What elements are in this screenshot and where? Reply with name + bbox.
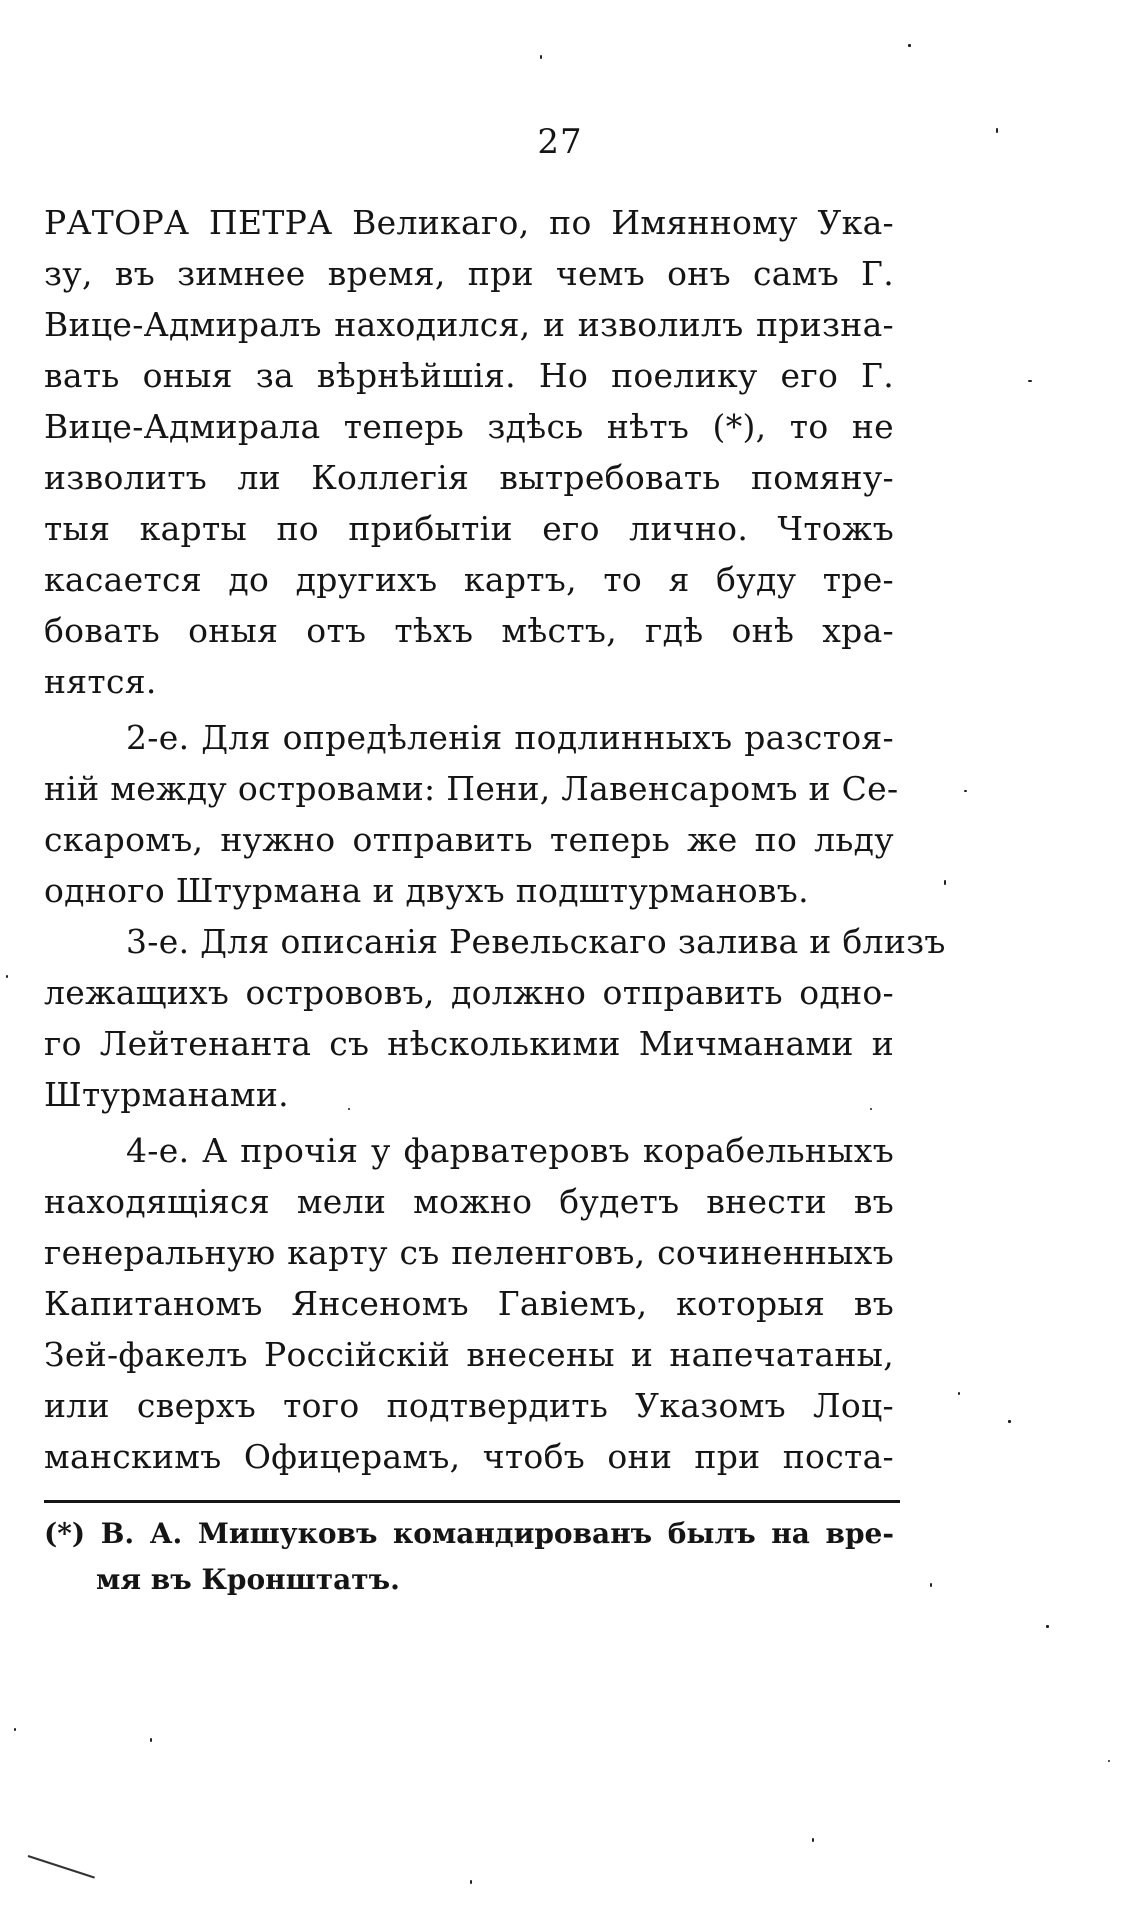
text-line: одного Штурмана и двухъ подштурмановъ. <box>44 871 809 910</box>
scan-speck <box>908 44 911 47</box>
text-line: Вице-Адмирала теперь здѣсь нѣтъ (*), то не <box>44 407 894 446</box>
paragraph-start-line: 2-е. Для опредѣленія подлинныхъ разстоя- <box>126 718 894 757</box>
text-line: генеральную карту съ пеленговъ, сочиненныхъ <box>44 1233 894 1272</box>
text-line: или сверхъ того подтвердить Указомъ Лоц- <box>44 1386 894 1425</box>
scan-speck <box>470 1880 472 1884</box>
scan-speck <box>6 975 8 978</box>
text-line: бовать оныя отъ тѣхъ мѣстъ, гдѣ онѣ хра- <box>44 611 894 650</box>
text-line: ній между островами: Пени, Лавенсаромъ и Се- <box>44 769 899 808</box>
text-line: Штурманами. <box>44 1075 289 1114</box>
text-line: лежащихъ острововъ, должно отправить одно- <box>44 973 894 1012</box>
paragraph-start-line: 3-е. Для описанія Ревельскаго залива и близъ <box>126 922 946 961</box>
text-line: го Лейтенанта съ нѣсколькими Мичманами и <box>44 1024 894 1063</box>
scan-speck <box>14 1728 16 1731</box>
text-line: Зей-факелъ Россійскій внесены и напечатаны, <box>44 1335 894 1374</box>
footnote-line: мя въ Кронштатъ. <box>96 1563 400 1596</box>
scan-speck <box>996 128 998 133</box>
scan-speck <box>812 1838 814 1842</box>
scan-speck <box>1046 1625 1049 1628</box>
paragraph-start-line: 4-е. А прочія у фарватеровъ корабельныхъ <box>126 1131 894 1170</box>
text-line: манскимъ Офицерамъ, чтобъ они при поста- <box>44 1437 894 1476</box>
footnote-divider <box>44 1500 900 1503</box>
text-line: Вице-Адмиралъ находился, и изволилъ призна- <box>44 305 894 344</box>
scan-speck <box>1008 1420 1011 1423</box>
scan-speck <box>1028 380 1032 382</box>
text-line: изволитъ ли Коллегія вытребовать помяну- <box>44 458 894 497</box>
scan-speck <box>150 1738 152 1742</box>
text-line: нятся. <box>44 662 157 701</box>
scan-speck <box>348 1108 350 1110</box>
text-line: зу, въ зимнее время, при чемъ онъ самъ Г. <box>44 254 894 293</box>
page-number: 27 <box>537 122 583 162</box>
scan-stroke <box>28 1855 95 1879</box>
scan-speck <box>930 1583 932 1587</box>
text-line: вать оныя за вѣрнѣйшія. Но поелику его Г. <box>44 356 894 395</box>
scan-speck <box>964 790 967 792</box>
text-line: тыя карты по прибытіи его лично. Чтожъ <box>44 509 894 548</box>
text-line: Капитаномъ Янсеномъ Гавіемъ, которыя въ <box>44 1284 894 1323</box>
scan-speck <box>1108 1760 1110 1762</box>
scan-speck <box>540 55 542 59</box>
text-line: касается до другихъ картъ, то я буду тре- <box>44 560 894 599</box>
text-line: скаромъ, нужно отправить теперь же по льду <box>44 820 894 859</box>
scan-speck <box>944 880 946 885</box>
scan-speck <box>958 1392 960 1395</box>
footnote-line: (*) В. А. Мишуковъ командированъ былъ на вре- <box>44 1517 894 1550</box>
scan-speck <box>870 1108 872 1110</box>
text-line: РАТОРА ПЕТРА Великаго, по Имянному Ука- <box>44 203 894 242</box>
text-line: находящіяся мели можно будетъ внести въ <box>44 1182 894 1221</box>
